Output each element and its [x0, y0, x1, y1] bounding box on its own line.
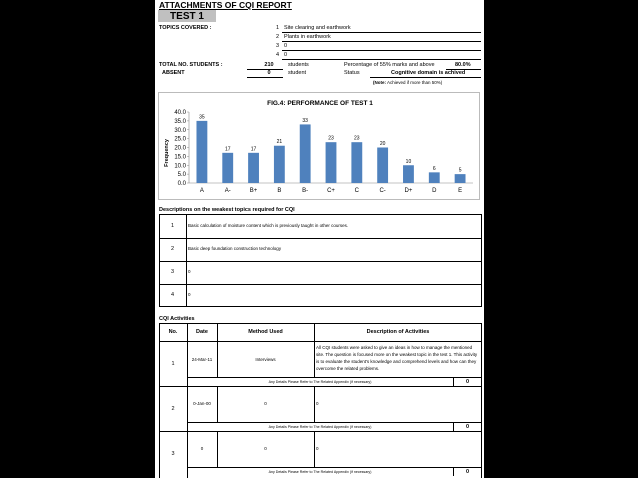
chart-data-label: 17: [250, 146, 257, 153]
chart-bar: [274, 146, 285, 183]
chart-y-tick-label: 0.0: [177, 181, 186, 187]
chart-bar: [455, 174, 466, 183]
topic-num: 2: [276, 34, 280, 40]
weakest-row-divider: [159, 284, 482, 285]
topic-underline: [282, 59, 481, 60]
weakest-row-num: 4: [171, 292, 175, 298]
cqi-header-method: Method Used: [248, 329, 283, 335]
percentage-label: Percentage of 55% marks and above: [344, 62, 435, 68]
chart-data-label: 10: [405, 158, 412, 165]
cqi-appendix-value: 0: [465, 378, 470, 385]
chart-x-tick-label: C+: [327, 188, 335, 194]
chart-bar: [403, 165, 414, 183]
weakest-row-text: Basic calculation of moisture content which is previously taught in other courses.: [188, 223, 349, 228]
total-students-label: TOTAL NO. STUDENTS :: [159, 62, 223, 68]
chart-y-tick-label: 10.0: [174, 163, 186, 170]
chart-data-label: 20: [379, 141, 386, 147]
topic-text: Site clearing and earthwork: [284, 25, 351, 31]
absent-unit: student: [288, 70, 307, 76]
chart-bar: [351, 142, 362, 183]
chart-y-axis-label: Frequency: [164, 139, 170, 167]
cqi-row-divider: [159, 431, 482, 432]
topic-text: 0: [284, 52, 288, 58]
chart-bar: [222, 153, 233, 183]
chart-y-tick-label: 5.0: [177, 172, 186, 179]
chart-x-tick-label: C-: [379, 188, 386, 194]
chart-x-tick-label: B+: [249, 188, 258, 194]
chart-bar: [196, 121, 207, 183]
weakest-row-text: Basic deep foundation construction technology: [188, 246, 282, 251]
cqi-appendix-value: 0: [465, 423, 470, 430]
status-value: Cognitive domain is achived: [391, 70, 466, 76]
topic-underline: [282, 50, 481, 51]
cqi-row-method: Interviews: [255, 356, 276, 362]
note-text: Achieved if more than 50%): [386, 80, 443, 85]
chart-bar: [429, 172, 440, 183]
chart-x-tick-label: E: [458, 188, 463, 194]
percentage-value: 80.0%: [455, 62, 471, 68]
total-students-value: 210: [264, 62, 274, 68]
cqi-appendix-value: 0: [465, 468, 470, 475]
total-students-unit: students: [288, 62, 309, 68]
chart-y-tick-label: 40.0: [174, 110, 186, 116]
chart-bar: [300, 124, 311, 183]
cqi-header-no: No.: [168, 329, 178, 335]
cqi-appendix-note: Any Details Please Refer to The Related Appendix (if necessary): [268, 379, 372, 384]
topic-underline: [282, 41, 481, 42]
cqi-appendix-note: Any Details Please Refer to The Related Appendix (if necessary): [268, 424, 372, 429]
topic-num: 1: [276, 25, 280, 31]
test-name-badge: TEST 1: [158, 10, 216, 22]
report-title: ATTACHMENTS OF CQI REPORT: [159, 0, 292, 10]
weakest-row-divider: [159, 261, 482, 262]
status-note: [373, 80, 442, 85]
status-label: Status: [344, 70, 360, 76]
chart-y-tick-label: 30.0: [174, 127, 186, 134]
chart-bar: [377, 148, 388, 184]
chart-data-label: 21: [276, 139, 283, 146]
chart-y-tick-label: 35.0: [174, 118, 186, 125]
cqi-header-description: Description of Activities: [366, 329, 430, 335]
weakest-row-num: 3: [171, 269, 175, 275]
chart-data-label: 5: [458, 167, 462, 174]
weakest-heading: Descriptions on the weakest topics required for CQI: [159, 207, 295, 213]
cqi-row-date: 0-Jan-00: [193, 401, 211, 406]
cqi-row-divider: [159, 386, 482, 387]
note-bold: (Note:: [373, 80, 386, 85]
cqi-row-description: All CQI students were asked to give an ideas in how to manage the mentioned site. The question is focused more on the weakest topic in the test 1. This activity is to evaluate the student's knowledge and comprehend levels and how can they overcome the related problems.: [316, 345, 478, 371]
cqi-row-description: 0: [316, 446, 319, 451]
topic-num: 3: [276, 43, 280, 49]
cqi-row-no: 2: [171, 405, 175, 412]
chart-data-label: 17: [224, 146, 231, 153]
cqi-row-no: 1: [171, 360, 175, 367]
topic-text: Plants in earthwork: [284, 34, 331, 40]
chart-bar: [248, 153, 259, 183]
cqi-heading: CQI Activities: [159, 316, 195, 322]
cqi-row-date: 0: [200, 446, 204, 451]
weakest-row-text: 0: [188, 292, 191, 297]
chart-x-tick-label: A-: [224, 188, 231, 194]
chart-title: FIG.4: PERFORMANCE OF TEST 1: [267, 100, 373, 107]
chart-data-label: 23: [328, 135, 334, 142]
chart-x-tick-label: B: [277, 188, 282, 194]
topic-text: 0: [284, 43, 288, 49]
weakest-row-num: 2: [171, 246, 175, 252]
chart-data-label: 6: [432, 165, 436, 172]
chart-y-tick-label: 25.0: [174, 136, 186, 143]
chart-x-tick-label: D: [432, 188, 437, 194]
cqi-row-no: 3: [171, 450, 175, 457]
cqi-header-date: Date: [196, 329, 208, 335]
chart-y-tick-label: 15.0: [174, 154, 186, 161]
absent-value: 0: [267, 70, 271, 76]
chart-data-label: 33: [302, 117, 308, 124]
chart-x-tick-label: C: [354, 188, 359, 194]
weakest-row-num: 1: [171, 223, 175, 229]
chart-x-tick-label: D+: [404, 188, 413, 194]
chart-x-tick-label: A: [199, 188, 204, 194]
chart-marks: [174, 110, 473, 194]
cqi-row-method: 0: [264, 401, 267, 406]
topic-num: 4: [276, 52, 280, 58]
chart-bar: [326, 142, 337, 183]
cqi-appendix-note: Any Details Please Refer to The Related Appendix (if necessary): [268, 469, 372, 474]
report-sheet: [155, 0, 484, 478]
absent-underline: [247, 77, 283, 78]
topic-underline: [282, 32, 481, 33]
weakest-row-text: 0: [188, 269, 191, 274]
cqi-col-divider: [314, 431, 315, 467]
cqi-row-method: 0: [264, 446, 267, 451]
chart-data-label: 35: [199, 114, 205, 121]
performance-bar-chart: [159, 93, 481, 201]
chart-y-tick-label: 20.0: [174, 145, 186, 152]
absent-label: ABSENT: [162, 70, 185, 76]
topics-covered-label: TOPICS COVERED :: [159, 25, 212, 31]
chart-data-label: 23: [354, 135, 360, 142]
cqi-row-description: 0: [316, 401, 319, 406]
weakest-row-divider: [159, 238, 482, 239]
chart-x-tick-label: B-: [302, 188, 309, 194]
cqi-row-date: 24-Mar-11: [191, 356, 213, 362]
status-underline: [370, 77, 481, 78]
chart-frame: [158, 92, 480, 200]
cqi-col-divider: [314, 386, 315, 422]
